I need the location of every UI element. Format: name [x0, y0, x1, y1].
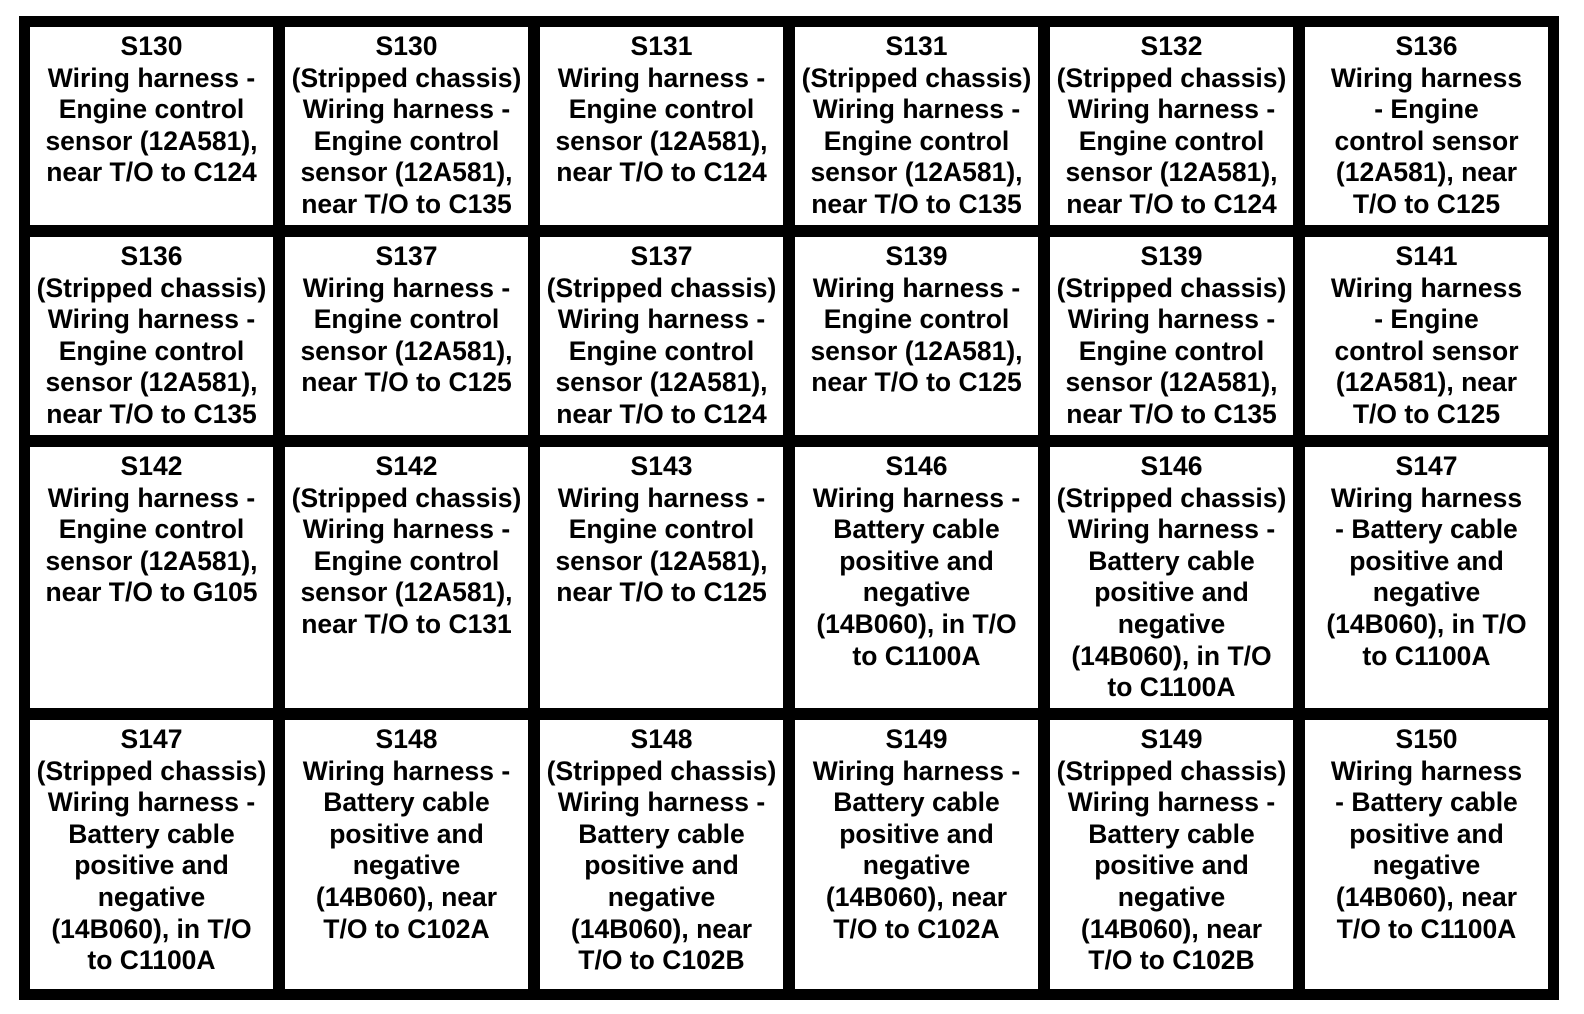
splice-description-line: (14B060), near: [825, 881, 1008, 912]
splice-description-line: Engine control: [313, 545, 500, 576]
splice-description-line: Engine control: [313, 125, 500, 156]
splice-description-line: (14B060), near: [1080, 913, 1263, 944]
splice-id: S132: [1140, 31, 1203, 61]
splice-cell: [27, 717, 276, 992]
splice-description-line: Wiring harness: [1330, 272, 1523, 303]
splice-description-line: near T/O to C135: [1066, 398, 1277, 429]
splice-description-line: Wiring harness -: [557, 62, 766, 93]
splice-cell: [537, 24, 786, 228]
splice-id: S130: [120, 31, 183, 61]
splice-description-line: (14B060), in T/O: [816, 608, 1017, 639]
splice-cell: [1047, 24, 1296, 228]
splice-description-line: Engine control: [568, 335, 755, 366]
splice-description-line: positive and: [329, 818, 484, 849]
splice-id: S147: [120, 724, 183, 754]
splice-description-line: Wiring harness -: [812, 482, 1021, 513]
splice-description-line: Engine control: [568, 514, 755, 545]
splice-id: S131: [630, 31, 693, 61]
splice-description-line: sensor (12A581),: [45, 125, 258, 156]
splice-description-line: Wiring harness -: [557, 482, 766, 513]
splice-id: S148: [375, 724, 438, 754]
splice-cell: [282, 234, 531, 438]
splice-description-line: sensor (12A581),: [810, 335, 1023, 366]
splice-description-line: Battery cable: [578, 818, 745, 849]
splice-description-line: negative: [97, 881, 206, 912]
splice-description-line: Engine control: [1078, 335, 1265, 366]
splice-description-line: sensor (12A581),: [1065, 157, 1278, 188]
splice-id: S146: [1140, 451, 1203, 481]
splice-description-line: negative: [352, 850, 461, 881]
splice-description-line: near T/O to C135: [811, 188, 1022, 219]
splice-description-line: control sensor: [1334, 125, 1519, 156]
splice-cell: [1302, 234, 1551, 438]
splice-description-line: negative: [607, 881, 716, 912]
splice-id: S137: [630, 241, 693, 271]
splice-description-line: (14B060), in T/O: [1326, 608, 1527, 639]
splice-description-line: control sensor: [1334, 335, 1519, 366]
splice-description-line: (14B060), near: [315, 881, 498, 912]
splice-description-line: to C1100A: [852, 640, 981, 671]
splice-cell: [1047, 234, 1296, 438]
splice-description-line: Wiring harness -: [557, 304, 766, 335]
splice-id: S139: [1140, 241, 1203, 271]
splice-description-line: near T/O to C135: [46, 398, 257, 429]
splice-description-line: negative: [1117, 881, 1226, 912]
splice-description-line: T/O to C102A: [833, 913, 1000, 944]
splice-description-line: sensor (12A581),: [45, 367, 258, 398]
splice-description-line: Wiring harness: [1330, 755, 1523, 786]
splice-id: S142: [120, 451, 183, 481]
splice-description-line: (14B060), near: [570, 913, 753, 944]
splice-cell: [1302, 444, 1551, 711]
splice-description-line: T/O to C102B: [1088, 945, 1255, 976]
splice-description-line: sensor (12A581),: [555, 545, 768, 576]
splice-description-line: Wiring harness -: [47, 304, 256, 335]
splice-description-line: sensor (12A581),: [1065, 367, 1278, 398]
splice-id: S136: [1395, 31, 1458, 61]
splice-description-line: positive and: [584, 850, 739, 881]
splice-description-line: Wiring harness -: [1067, 514, 1276, 545]
splice-cell: [282, 24, 531, 228]
splice-description-line: positive and: [74, 850, 229, 881]
splice-description-line: Engine control: [823, 125, 1010, 156]
splice-cell: [537, 717, 786, 992]
splice-description-line: (Stripped chassis): [1056, 755, 1287, 786]
splice-description-line: Battery cable: [833, 787, 1000, 818]
splice-description-line: Wiring harness -: [1067, 787, 1276, 818]
splice-cell: [1047, 717, 1296, 992]
splice-id: S131: [885, 31, 948, 61]
splice-description-line: sensor (12A581),: [555, 125, 768, 156]
splice-cell: [1047, 444, 1296, 711]
splice-cell: [537, 444, 786, 711]
splice-description-line: Engine control: [823, 304, 1010, 335]
splice-description-line: near T/O to C124: [1066, 188, 1277, 219]
splice-description-line: Engine control: [58, 94, 245, 125]
splice-description-line: sensor (12A581),: [300, 577, 513, 608]
splice-cell: [27, 444, 276, 711]
splice-id: S150: [1395, 724, 1458, 754]
splice-description-line: Battery cable: [833, 514, 1000, 545]
splice-description-line: Wiring harness -: [47, 62, 256, 93]
splice-description-line: Wiring harness: [1330, 62, 1523, 93]
splice-cell: [792, 234, 1041, 438]
splice-description-line: sensor (12A581),: [300, 335, 513, 366]
splice-description-line: near T/O to G105: [45, 577, 258, 608]
splice-description-line: (14B060), in T/O: [1071, 640, 1272, 671]
splice-description-line: negative: [1117, 608, 1226, 639]
splice-id: S137: [375, 241, 438, 271]
splice-description-line: negative: [1372, 577, 1481, 608]
splice-description-line: near T/O to C125: [301, 367, 512, 398]
splice-description-line: Wiring harness -: [302, 272, 511, 303]
splice-description-line: Engine control: [313, 304, 500, 335]
splice-description-line: (Stripped chassis): [291, 482, 522, 513]
splice-cell: [1302, 717, 1551, 992]
splice-description-line: sensor (12A581),: [810, 157, 1023, 188]
splice-description-line: Wiring harness -: [812, 272, 1021, 303]
splice-id: S148: [630, 724, 693, 754]
splice-cell: [282, 717, 531, 992]
splice-description-line: Wiring harness -: [1067, 304, 1276, 335]
splice-id: S139: [885, 241, 948, 271]
splice-description-line: Engine control: [1078, 125, 1265, 156]
splice-id: S147: [1395, 451, 1458, 481]
splice-cell: [1302, 24, 1551, 228]
splice-description-line: positive and: [1094, 577, 1249, 608]
splice-table: [23, 20, 1555, 996]
splice-cell: [792, 444, 1041, 711]
splice-description-line: (Stripped chassis): [801, 62, 1032, 93]
splice-description-line: - Engine: [1374, 304, 1479, 335]
splice-description-line: Engine control: [58, 514, 245, 545]
splice-description-line: Wiring harness -: [557, 787, 766, 818]
splice-description-line: negative: [862, 577, 971, 608]
splice-description-line: near T/O to C124: [556, 398, 767, 429]
splice-description-line: Wiring harness -: [1067, 94, 1276, 125]
splice-id: S143: [630, 451, 693, 481]
splice-description-line: near T/O to C125: [556, 577, 767, 608]
splice-description-line: (Stripped chassis): [546, 755, 777, 786]
splice-description-line: Wiring harness -: [812, 755, 1021, 786]
splice-description-line: positive and: [839, 818, 994, 849]
splice-description-line: positive and: [1349, 545, 1504, 576]
splice-id: S149: [1140, 724, 1203, 754]
splice-description-line: - Battery cable: [1335, 514, 1518, 545]
splice-description-line: Engine control: [568, 94, 755, 125]
splice-description-line: Wiring harness: [1330, 482, 1523, 513]
splice-description-line: Wiring harness -: [302, 514, 511, 545]
splice-description-line: to C1100A: [1107, 672, 1236, 703]
splice-description-line: (14B060), near: [1335, 881, 1518, 912]
splice-description-line: near T/O to C124: [46, 157, 257, 188]
splice-description-line: (Stripped chassis): [1056, 272, 1287, 303]
splice-description-line: Battery cable: [323, 787, 490, 818]
splice-id: S142: [375, 451, 438, 481]
splice-id: S149: [885, 724, 948, 754]
splice-description-line: (Stripped chassis): [546, 272, 777, 303]
splice-cell: [282, 444, 531, 711]
splice-description-line: to C1100A: [87, 945, 216, 976]
splice-cell: [792, 24, 1041, 228]
splice-description-line: positive and: [839, 545, 994, 576]
splice-description-line: Wiring harness -: [302, 94, 511, 125]
splice-description-line: to C1100A: [1362, 640, 1491, 671]
splice-description-line: Wiring harness -: [47, 787, 256, 818]
splice-cell: [792, 717, 1041, 992]
splice-description-line: - Battery cable: [1335, 787, 1518, 818]
splice-id: S136: [120, 241, 183, 271]
splice-description-line: positive and: [1349, 818, 1504, 849]
splice-description-line: positive and: [1094, 850, 1249, 881]
splice-description-line: Battery cable: [68, 818, 235, 849]
splice-description-line: T/O to C102B: [578, 945, 745, 976]
splice-cell: [537, 234, 786, 438]
splice-description-line: T/O to C1100A: [1336, 913, 1517, 944]
splice-description-line: negative: [1372, 850, 1481, 881]
splice-description-line: (12A581), near: [1335, 157, 1518, 188]
splice-description-line: (14B060), in T/O: [51, 913, 252, 944]
splice-description-line: sensor (12A581),: [45, 545, 258, 576]
splice-description-line: sensor (12A581),: [300, 157, 513, 188]
splice-description-line: Engine control: [58, 335, 245, 366]
splice-description-line: negative: [862, 850, 971, 881]
splice-table-frame: [19, 16, 1559, 1000]
splice-id: S141: [1395, 241, 1458, 271]
splice-description-line: near T/O to C131: [301, 608, 512, 639]
splice-description-line: Wiring harness -: [302, 755, 511, 786]
splice-description-line: (Stripped chassis): [36, 755, 267, 786]
splice-description-line: (Stripped chassis): [1056, 62, 1287, 93]
splice-description-line: (Stripped chassis): [1056, 482, 1287, 513]
splice-cell: [27, 234, 276, 438]
splice-description-line: Battery cable: [1088, 545, 1255, 576]
splice-description-line: (12A581), near: [1335, 367, 1518, 398]
splice-description-line: T/O to C125: [1352, 188, 1501, 219]
splice-id: S146: [885, 451, 948, 481]
splice-description-line: Wiring harness -: [812, 94, 1021, 125]
splice-description-line: (Stripped chassis): [291, 62, 522, 93]
splice-description-line: - Engine: [1374, 94, 1479, 125]
splice-description-line: sensor (12A581),: [555, 367, 768, 398]
splice-description-line: near T/O to C124: [556, 157, 767, 188]
splice-cell: [27, 24, 276, 228]
splice-id: S130: [375, 31, 438, 61]
splice-description-line: Battery cable: [1088, 818, 1255, 849]
splice-description-line: T/O to C102A: [323, 913, 490, 944]
splice-description-line: Wiring harness -: [47, 482, 256, 513]
splice-description-line: near T/O to C135: [301, 188, 512, 219]
splice-description-line: (Stripped chassis): [36, 272, 267, 303]
splice-description-line: near T/O to C125: [811, 367, 1022, 398]
splice-description-line: T/O to C125: [1352, 398, 1501, 429]
